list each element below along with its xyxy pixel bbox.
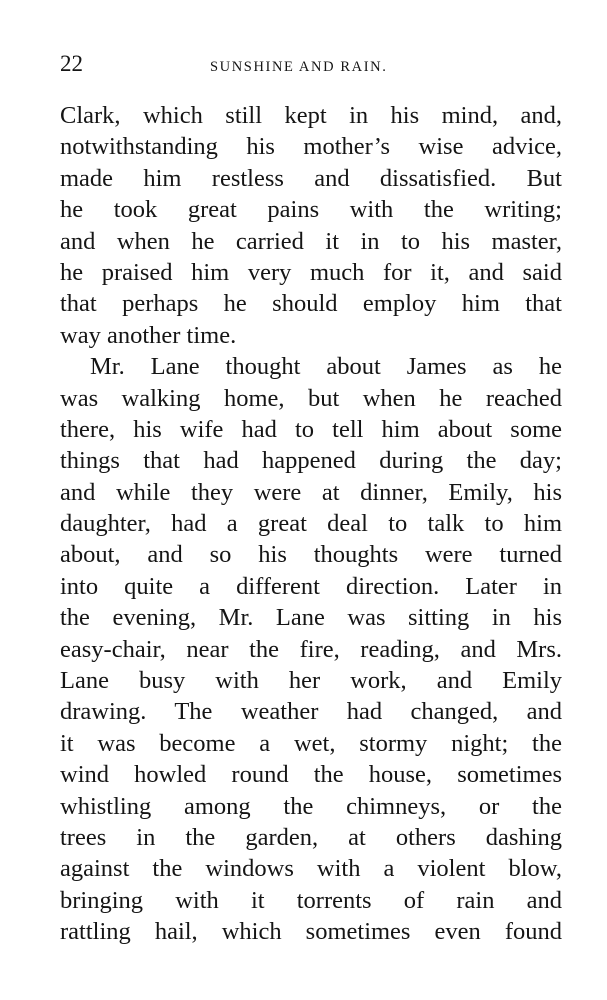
text-line: bringing with it torrents of rain and [60,886,562,914]
text-line: was walking home, but when he reached [60,384,562,412]
text-line: made him restless and dissatisfied. But [60,164,562,192]
text-line: the evening, Mr. Lane was sitting in his [60,604,562,632]
body-text [60,100,562,948]
text-line: and when he carried it in to his master, [60,227,562,255]
text-line: drawing. The weather had changed, and [60,698,562,726]
page-header [60,44,560,84]
text-line: Clark, which still kept in his mind, and, [60,102,562,129]
text-line: notwithstanding his mother’s wise advice, [60,133,562,161]
page-number: 22 [60,51,83,76]
text-line: Mr. Lane thought about James as he [90,353,562,381]
text-line: into quite a different direction. Later in [60,572,562,600]
text-line: he took great pains with the writing; [60,196,562,224]
text-line: things that had happened during the day; [60,447,562,475]
text-line: against the windows with a violent blow, [60,855,562,883]
text-line: rattling hail, which sometimes even found [60,918,562,946]
text-line: that perhaps he should employ him that [60,290,562,318]
text-line: trees in the garden, at others dashing [60,823,562,851]
running-head: SUNSHINE AND RAIN. [210,59,388,75]
text-line: there, his wife had to tell him about some [60,415,562,443]
text-line: daughter, had a great deal to talk to him [60,510,562,538]
text-line: whistling among the chimneys, or the [60,792,562,820]
text-line: wind howled round the house, sometimes [60,761,562,789]
text-line: easy-chair, near the fire, reading, and Mrs. [60,635,562,663]
text-line: Lane busy with her work, and Emily [60,667,562,695]
text-line: and while they were at dinner, Emily, his [60,478,562,506]
text-line: it was become a wet, stormy night; the [60,729,562,757]
text-line: he praised him very much for it, and said [60,258,562,286]
text-line: about, and so his thoughts were turned [60,541,562,569]
text-line: way another time. [60,321,237,349]
